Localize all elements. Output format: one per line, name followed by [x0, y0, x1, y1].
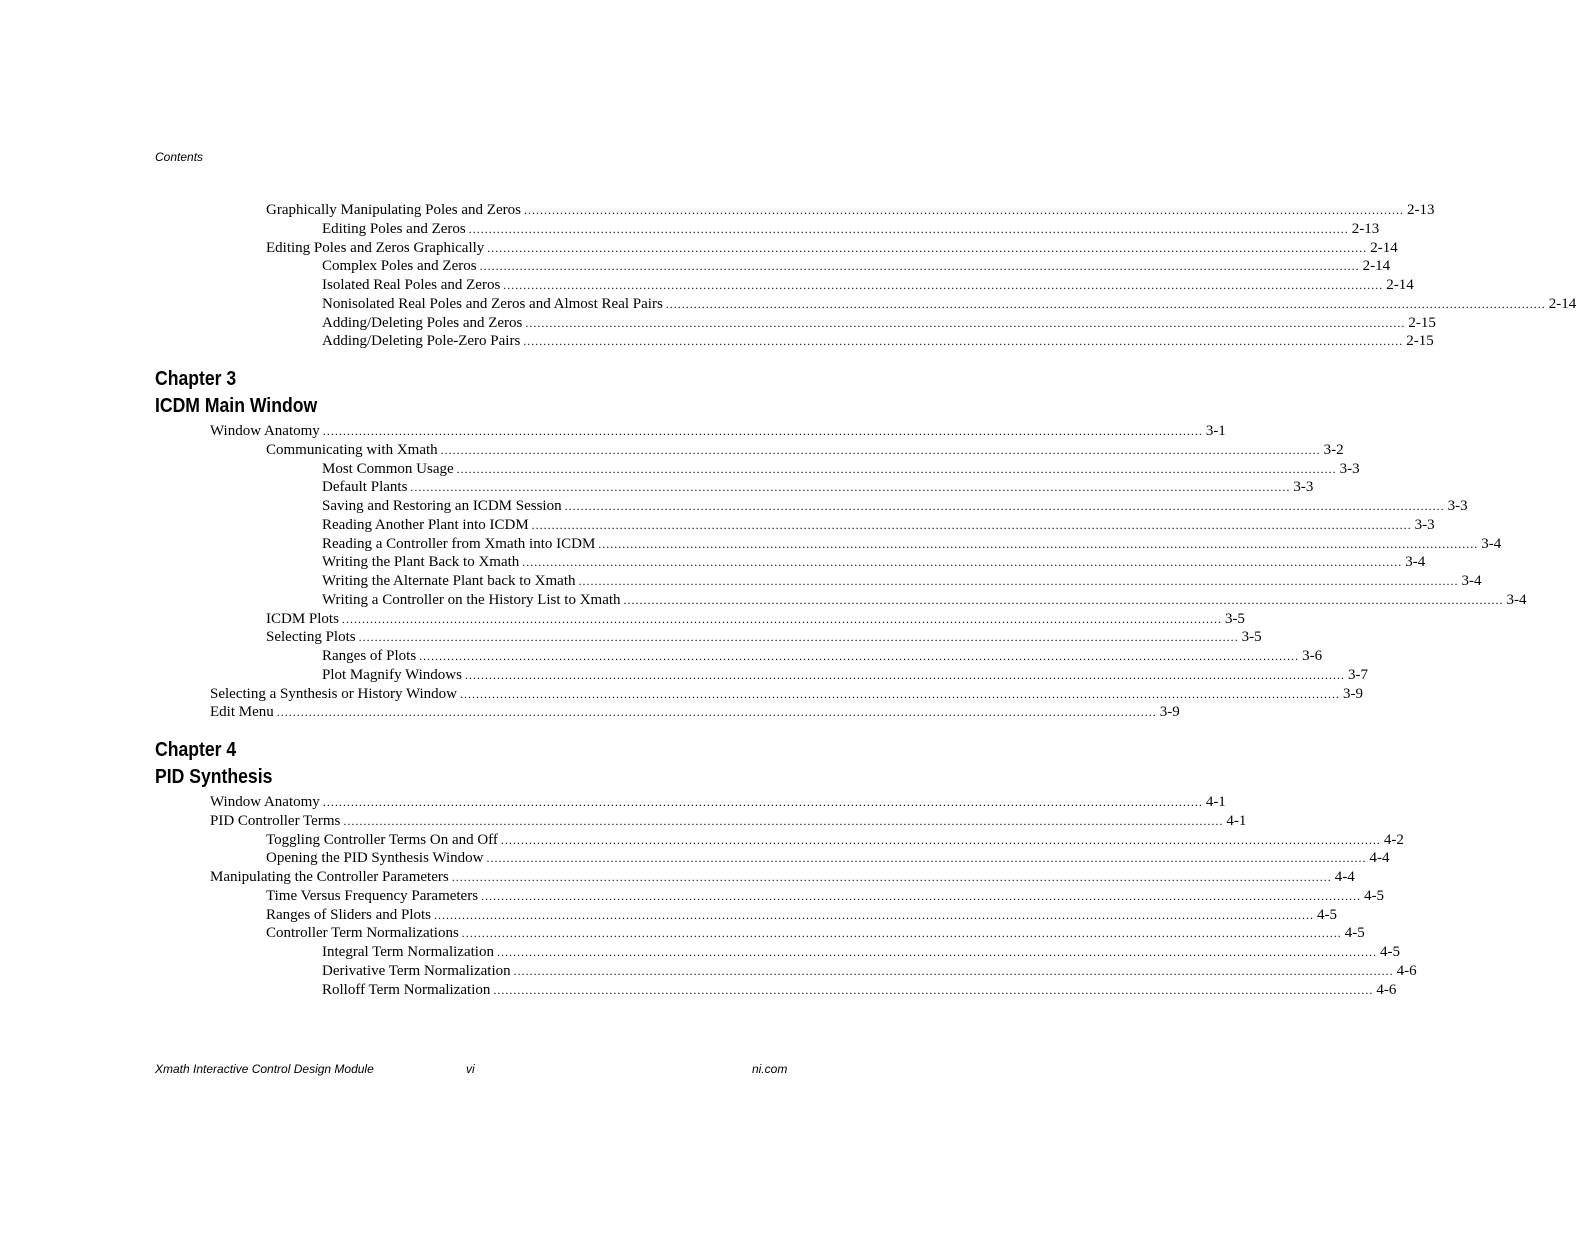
toc-entry-page-number: 4-1 — [1226, 812, 1247, 829]
toc-entry[interactable] — [322, 497, 1468, 515]
toc-dot-leader: ............................................................................................................................................................................................................................ — [486, 851, 1367, 866]
toc-entry[interactable] — [266, 239, 1398, 257]
toc-entry-title: Adding/Deleting Pole-Zero Pairs — [322, 333, 521, 350]
toc-dot-leader: ............................................................................................................................................................................................................................ — [434, 907, 1314, 922]
toc-dot-leader: ............................................................................................................................................................................................................................ — [322, 795, 1203, 809]
toc-dot-leader: ............................................................................................................................................................................................................................ — [523, 334, 1404, 349]
toc-dot-leader: ............................................................................................................................................................................................................................ — [487, 240, 1368, 255]
toc-entry[interactable] — [266, 887, 1385, 905]
toc-entry-page-number: 3-5 — [1241, 629, 1262, 646]
toc-entry-title: Graphically Manipulating Poles and Zeros — [266, 202, 521, 218]
footer-website: ni.com — [752, 1062, 788, 1076]
toc-entry-page-number: 2-14 — [1370, 239, 1398, 256]
toc-entry-page-number: 4-5 — [1344, 925, 1365, 942]
toc-entry[interactable] — [210, 868, 1355, 886]
toc-entry[interactable] — [322, 460, 1360, 478]
toc-entry-page-number: 4-5 — [1364, 887, 1385, 904]
toc-dot-leader: ............................................................................................................................................................................................................................ — [481, 888, 1362, 903]
toc-entry-title: Saving and Restoring an ICDM Session — [322, 498, 562, 514]
toc-entry-title: Reading Another Plant into ICDM — [322, 516, 529, 533]
toc-entry-page-number: 4-4 — [1334, 869, 1355, 885]
toc-entry[interactable] — [322, 981, 1397, 999]
toc-entry[interactable] — [266, 831, 1404, 849]
toc-entry-page-number: 2-15 — [1406, 333, 1434, 350]
toc-entry-page-number: 3-5 — [1224, 610, 1245, 627]
chapter-3-title: ICDM Main Window — [155, 395, 318, 417]
footer-title: Xmath Interactive Control Design Module — [155, 1062, 374, 1076]
toc-entry-page-number: 3-7 — [1347, 666, 1368, 683]
toc-entry[interactable] — [266, 924, 1365, 942]
toc-dot-leader: ............................................................................................................................................................................................................................ — [341, 611, 1222, 626]
toc-entry-page-number: 2-15 — [1408, 314, 1436, 331]
toc-dot-leader: ............................................................................................................................................................................................................................ — [343, 813, 1224, 828]
toc-entry-page-number: 4-5 — [1317, 906, 1337, 923]
toc-entry-page-number: 4-2 — [1383, 831, 1404, 848]
toc-entry-page-number: 2-14 — [1548, 295, 1576, 312]
toc-entry-title: Edit Menu — [210, 704, 274, 721]
toc-entry[interactable] — [266, 906, 1337, 924]
toc-entry-page-number: 3-9 — [1159, 704, 1180, 721]
toc-dot-leader: ............................................................................................................................................................................................................................ — [496, 945, 1377, 959]
toc-dot-leader: ............................................................................................................................................................................................................................ — [479, 259, 1360, 274]
chapter-3-label: Chapter 3 — [155, 368, 237, 390]
toc-entry-page-number: 4-5 — [1379, 944, 1400, 960]
toc-entry-title: Opening the PID Synthesis Window — [266, 850, 484, 867]
toc-entry-page-number: 2-14 — [1362, 258, 1391, 275]
toc-entry-title: PID Controller Terms — [210, 812, 341, 829]
toc-entry-title: Toggling Controller Terms On and Off — [266, 831, 498, 848]
toc-entry-title: Plot Magnify Windows — [322, 666, 462, 683]
toc-dot-leader: ............................................................................................................................................................................................................................ — [531, 517, 1412, 532]
toc-entry-title: Editing Poles and Zeros Graphically — [266, 239, 485, 256]
toc-entry[interactable] — [322, 516, 1435, 534]
toc-entry-page-number: 3-1 — [1205, 423, 1226, 439]
toc-entry-page-number: 3-4 — [1405, 554, 1426, 571]
toc-dot-leader: ............................................................................................................................................................................................................................ — [419, 649, 1300, 663]
toc-entry-title: Reading a Controller from Xmath into ICDM — [322, 535, 596, 552]
toc-dot-leader: ............................................................................................................................................................................................................................ — [440, 442, 1321, 457]
toc-entry-title: Adding/Deleting Poles and Zeros — [322, 314, 523, 331]
toc-entry-page-number: 3-6 — [1302, 648, 1323, 664]
toc-entry[interactable] — [266, 610, 1245, 628]
toc-entry[interactable] — [266, 628, 1262, 646]
toc-entry-title: Time Versus Frequency Parameters — [266, 887, 479, 904]
toc-entry-page-number: 2-14 — [1386, 277, 1414, 293]
toc-entry-page-number: 4-6 — [1396, 962, 1417, 979]
toc-entry-title: Rolloff Term Normalization — [322, 981, 491, 998]
toc-entry[interactable] — [322, 647, 1323, 665]
toc-entry-page-number: 3-3 — [1293, 479, 1314, 496]
toc-entry[interactable] — [266, 201, 1435, 219]
footer-page-number: vi — [466, 1062, 475, 1076]
toc-entry-title: Derivative Term Normalization — [322, 962, 511, 979]
toc-dot-leader: ............................................................................................................................................................................................................................ — [578, 574, 1459, 588]
toc-entry-title: Selecting Plots — [266, 629, 356, 646]
toc-dot-leader: ............................................................................................................................................................................................................................ — [276, 705, 1157, 720]
chapter-4-title: PID Synthesis — [155, 766, 273, 788]
running-head: Contents — [155, 150, 204, 164]
toc-entry-page-number: 3-2 — [1323, 441, 1344, 458]
toc-entry-page-number: 2-13 — [1351, 220, 1380, 237]
toc-entry-title: Complex Poles and Zeros — [322, 258, 477, 275]
toc-dot-leader: ............................................................................................................................................................................................................................ — [598, 536, 1479, 551]
toc-entry-page-number: 3-3 — [1447, 498, 1468, 514]
toc-entry-title: Communicating with Xmath — [266, 441, 438, 458]
toc-entry-page-number: 3-4 — [1461, 573, 1482, 589]
toc-dot-leader: ............................................................................................................................................................................................................................ — [500, 832, 1381, 847]
toc-dot-leader: ............................................................................................................................................................................................................................ — [503, 278, 1384, 292]
toc-entry-title: Editing Poles and Zeros — [322, 220, 466, 237]
toc-entry-page-number: 3-4 — [1506, 591, 1527, 608]
toc-entry-title: Writing the Plant Back to Xmath — [322, 554, 520, 571]
toc-entry[interactable] — [210, 703, 1180, 721]
toc-entry[interactable] — [266, 849, 1390, 867]
toc-dot-leader: ............................................................................................................................................................................................................................ — [410, 480, 1291, 495]
toc-entry[interactable] — [266, 441, 1344, 459]
toc-dot-leader: ............................................................................................................................................................................................................................ — [468, 221, 1349, 236]
toc-dot-leader: ............................................................................................................................................................................................................................ — [456, 461, 1337, 476]
toc-dot-leader: ............................................................................................................................................................................................................................ — [513, 963, 1394, 978]
toc-entry[interactable] — [322, 572, 1482, 590]
toc-dot-leader: ............................................................................................................................................................................................................................ — [451, 870, 1332, 884]
toc-entry[interactable] — [210, 793, 1226, 811]
toc-dot-leader: ............................................................................................................................................................................................................................ — [358, 630, 1239, 645]
toc-entry[interactable] — [322, 295, 1576, 313]
toc-entry-title: Default Plants — [322, 479, 408, 496]
toc-entry-title: Integral Term Normalization — [322, 944, 494, 960]
toc-entry-title: Writing the Alternate Plant back to Xmath — [322, 573, 576, 589]
toc-entry[interactable] — [322, 553, 1426, 571]
toc-entry-title: Ranges of Plots — [322, 648, 417, 664]
toc-entry[interactable] — [322, 314, 1436, 332]
toc-entry-page-number: 2-13 — [1406, 202, 1435, 218]
toc-dot-leader: ............................................................................................................................................................................................................................ — [322, 424, 1203, 438]
toc-entry-title: Manipulating the Controller Parameters — [210, 869, 449, 885]
toc-dot-leader: ............................................................................................................................................................................................................................ — [665, 296, 1546, 311]
toc-entry-title: Window Anatomy — [210, 794, 320, 810]
toc-entry-title: Selecting a Synthesis or History Window — [210, 685, 458, 702]
toc-entry-title: Ranges of Sliders and Plots — [266, 906, 431, 923]
toc-entry[interactable] — [322, 332, 1434, 350]
toc-entry[interactable] — [322, 591, 1527, 609]
toc-entry-page-number: 4-4 — [1369, 850, 1390, 867]
toc-entry-page-number: 4-1 — [1205, 794, 1226, 810]
toc-entry-title: Most Common Usage — [322, 460, 454, 477]
chapter-4-label: Chapter 4 — [155, 739, 237, 761]
toc-entry-page-number: 3-3 — [1339, 460, 1360, 477]
toc-entry[interactable] — [322, 666, 1368, 684]
toc-entry-title: ICDM Plots — [266, 610, 339, 627]
toc-entry[interactable] — [322, 276, 1414, 294]
toc-entry-title: Isolated Real Poles and Zeros — [322, 277, 501, 293]
toc-dot-leader: ............................................................................................................................................................................................................................ — [564, 499, 1445, 513]
toc-entry-page-number: 3-3 — [1414, 516, 1435, 533]
toc-entry[interactable] — [322, 962, 1417, 980]
toc-dot-leader: ............................................................................................................................................................................................................................ — [522, 555, 1403, 570]
toc-entry[interactable] — [322, 943, 1400, 961]
toc-entry-title: Writing a Controller on the History List to Xmath — [322, 591, 621, 608]
toc-dot-leader: ............................................................................................................................................................................................................................ — [493, 982, 1374, 997]
toc-dot-leader: ............................................................................................................................................................................................................................ — [461, 926, 1342, 941]
toc-entry-title: Window Anatomy — [210, 423, 320, 439]
toc-entry[interactable] — [322, 220, 1380, 238]
toc-entry[interactable] — [210, 422, 1226, 440]
toc-entry[interactable] — [210, 812, 1247, 830]
toc-entry[interactable] — [322, 478, 1314, 496]
toc-dot-leader: ............................................................................................................................................................................................................................ — [460, 686, 1341, 701]
toc-entry[interactable] — [322, 257, 1391, 275]
toc-entry-page-number: 3-4 — [1481, 535, 1502, 552]
toc-entry-title: Controller Term Normalizations — [266, 925, 459, 942]
toc-dot-leader: ............................................................................................................................................................................................................................ — [525, 315, 1406, 330]
toc-entry-page-number: 4-6 — [1376, 981, 1397, 998]
toc-dot-leader: ............................................................................................................................................................................................................................ — [523, 203, 1404, 217]
toc-entry[interactable] — [210, 685, 1364, 703]
toc-dot-leader: ............................................................................................................................................................................................................................ — [464, 667, 1345, 682]
toc-entry-title: Nonisolated Real Poles and Zeros and Almost Real Pairs — [322, 295, 663, 312]
toc-entry[interactable] — [322, 535, 1502, 553]
toc-entry-page-number: 3-9 — [1343, 685, 1364, 702]
toc-dot-leader: ............................................................................................................................................................................................................................ — [623, 592, 1504, 607]
